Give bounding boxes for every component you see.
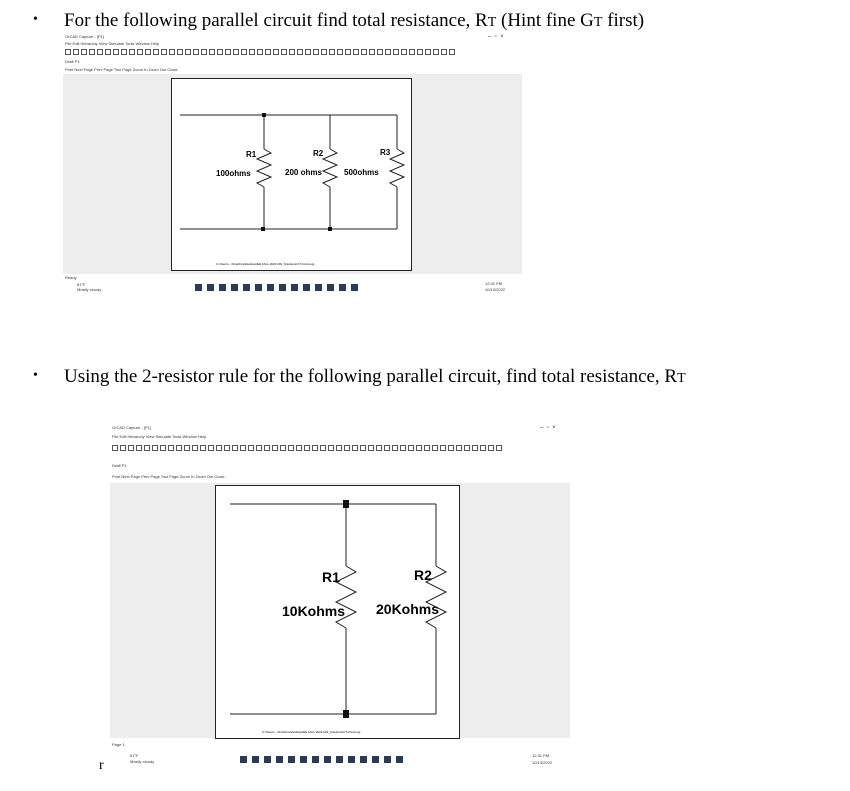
weather-temp: 61°F	[130, 753, 139, 758]
nav-tabs[interactable]: Draft P1	[112, 463, 127, 468]
icon-toolbar[interactable]	[65, 49, 455, 56]
nav-tabs[interactable]: Draft P1	[65, 59, 80, 64]
junction-top	[262, 113, 266, 117]
q1-hint-sub: T	[593, 15, 603, 30]
taskbar-icons[interactable]	[240, 756, 403, 763]
weather-desc: Mostly cloudy	[77, 287, 102, 292]
junction-bottom	[328, 227, 332, 231]
junction-bottom	[343, 710, 349, 718]
menu-bar[interactable]: File Edit Hierarchy View Simulate Tools Window Help	[65, 41, 160, 46]
window-title: OrCAD Capture - [P1]	[112, 425, 151, 430]
junction-bottom-left	[261, 227, 265, 231]
q2-main: Using the 2-resistor rule for the following parallel circuit, find total resistance, R	[64, 366, 678, 387]
schematic-page-2	[215, 485, 460, 739]
icon-toolbar[interactable]	[112, 445, 502, 452]
orcad-screenshot-2	[110, 423, 570, 773]
r2-label: R2	[313, 149, 324, 158]
q1-sub: T	[487, 15, 497, 30]
parallel-circuit-2	[216, 486, 458, 737]
stray-character: r	[99, 758, 104, 773]
clock-date: 10/13/2022	[532, 760, 553, 765]
r2-value: 200 ohms	[285, 168, 322, 177]
r1-zigzag	[257, 149, 271, 187]
clock-date: 10/13/2022	[485, 287, 506, 292]
orcad-screenshot-1	[63, 34, 522, 296]
taskbar-icons[interactable]	[195, 284, 358, 291]
print-preview-bar[interactable]: Print Next Page Prev Page Two Page Zoom In Zoom Out Close	[65, 67, 178, 72]
print-preview-bar[interactable]: Print Next Page Prev Page Two Page Zoom In Zoom Out Close	[112, 474, 225, 479]
r2-value: 20Kohms	[376, 601, 440, 617]
bullet-2: •	[33, 368, 38, 383]
r3-label: R3	[380, 148, 391, 157]
status-page: Page 1	[112, 742, 125, 747]
file-path: C:\Users\...\OneDrive\Desktop\EE FALL 2022 HW_Solutions\CT.circuit.opj	[262, 730, 361, 734]
schematic-page-1	[171, 78, 412, 271]
q2-sub: T	[677, 371, 686, 386]
r3-zigzag	[390, 149, 404, 187]
window-controls[interactable]: – ▫ ×	[540, 425, 556, 431]
parallel-circuit-1	[172, 79, 410, 269]
file-path: C:\Users\...\OneDrive\Desktop\EE FALL 2022 HW_Solutions\CT.circuit.opj	[216, 262, 315, 266]
r1-value: 100ohms	[216, 169, 251, 178]
menu-bar[interactable]: File Edit Hierarchy View Simulate Tools Window Help	[112, 434, 207, 439]
window-title: OrCAD Capture - [P1]	[65, 34, 104, 39]
q1-end: first)	[602, 10, 645, 31]
status-ready: Ready	[65, 275, 77, 280]
question-2-text	[64, 366, 686, 388]
r2-zigzag	[323, 149, 337, 187]
r2-label: R2	[414, 567, 432, 583]
clock-time: 12:31 PM	[485, 281, 503, 286]
window-controls[interactable]: – ▫ ×	[488, 34, 504, 40]
question-1-text	[64, 10, 644, 32]
r1-label: R1	[322, 569, 340, 585]
r1-value: 10Kohms	[282, 603, 346, 619]
bullet-1: •	[33, 12, 38, 27]
weather-temp: 61°F	[77, 282, 86, 287]
q1-hint: (Hint fine G	[496, 10, 594, 31]
junction-top	[343, 500, 349, 508]
r1-label: R1	[246, 150, 257, 159]
r3-value: 500ohms	[344, 168, 379, 177]
clock-time: 12:31 PM	[532, 753, 550, 758]
weather-desc: Mostly cloudy	[130, 759, 155, 764]
q1-main: For the following parallel circuit find total resistance, R	[64, 10, 488, 31]
